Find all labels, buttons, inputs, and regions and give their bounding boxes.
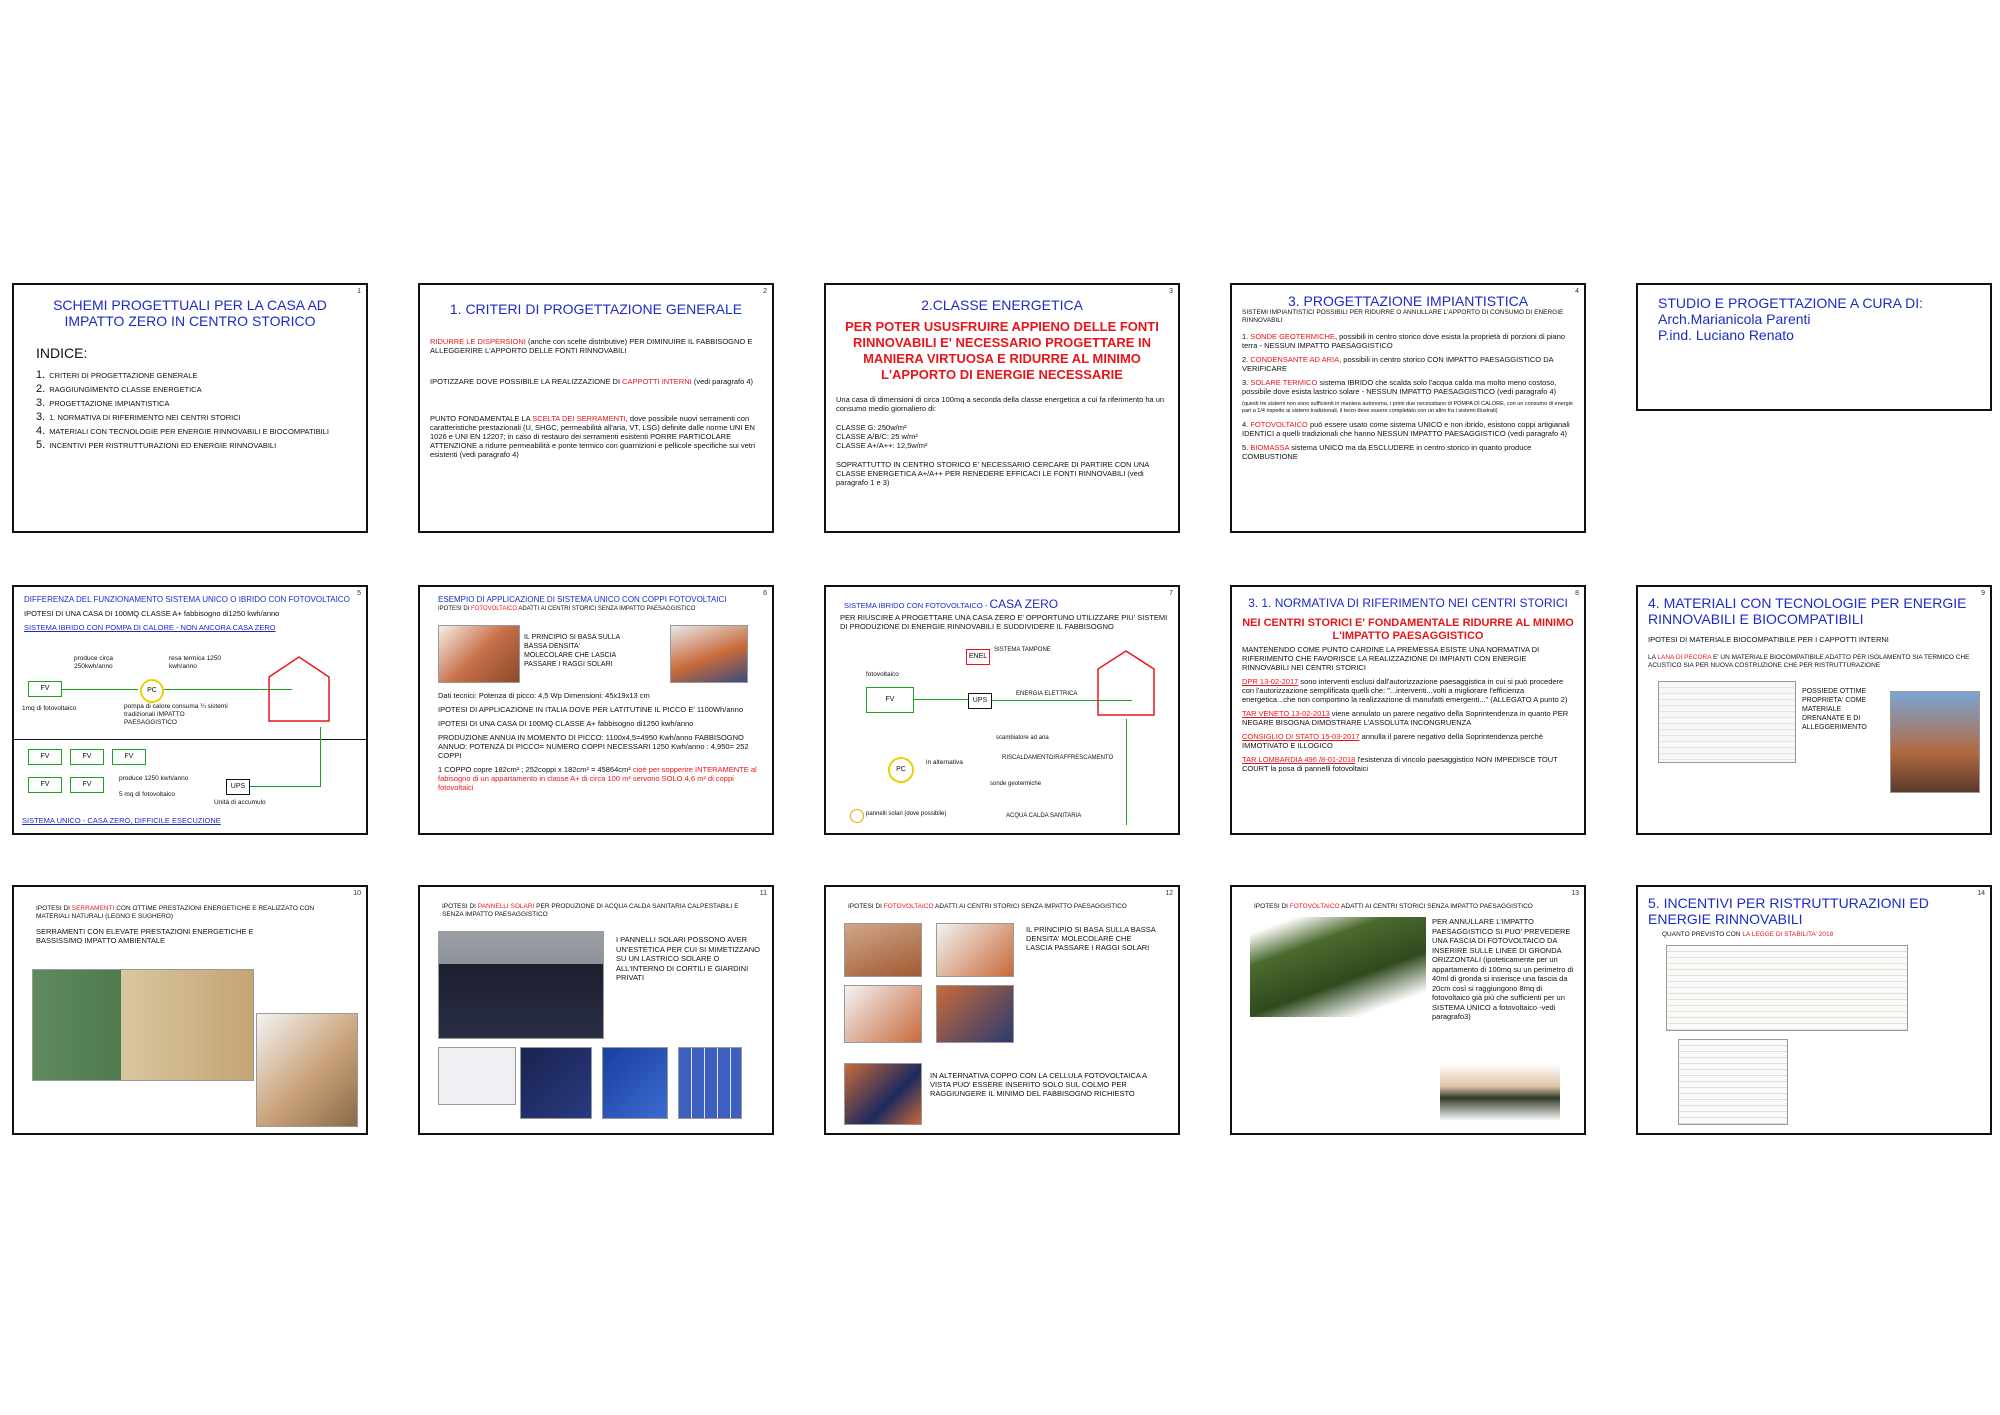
slide-8[interactable]	[1230, 585, 1586, 835]
pv-tile-photo	[936, 985, 1014, 1043]
mq5-label: 5 mq di fotovoltaico	[119, 791, 176, 798]
fotovoltaico-label: fotovoltaico	[866, 671, 899, 678]
index-item: 5. INCENTIVI PER RISTRUTTURAZIONI ED ENERGIE RINNOVABILI	[36, 439, 277, 451]
paragraph: LA LANA DI PECORA E' UN MATERIALE BIOCOMPATIBILE ADATTO PER ISOLAMENTO SIA TERMICO CHE ACUSTICO SIA PER NUOVA COSTRUZIONE CHE PER RISTRUTTURAZIONE	[1648, 654, 1970, 669]
index-heading: INDICE:	[36, 345, 88, 361]
roof-photo	[670, 625, 748, 683]
paragraph: RIDURRE LE DISPERSIONI (anche con scelte distributive) PER DIMINUIRE IL FABBISOGNO E ALLEGGERIRE L'APPORTO DELLE FONTI RINNOVABILI	[430, 337, 753, 355]
slide-number: 14	[1977, 890, 1985, 897]
alternativa-label: in alternativa	[926, 759, 963, 766]
fv-box: FV	[70, 777, 104, 793]
fv-box: FV	[112, 749, 146, 765]
datasheet-image	[1658, 681, 1796, 763]
panel-dark-photo	[520, 1047, 592, 1119]
slide-11[interactable]	[418, 885, 774, 1135]
rolled-pv-photo	[1440, 1063, 1560, 1121]
hybrid-heading: SISTEMA IBRIDO CON POMPA DI CALORE - NON ANCORA CASA ZERO	[24, 623, 276, 632]
slide-title: ESEMPIO DI APPLICAZIONE DI SISTEMA UNICO CON COPPI FOTOVOLTAICI	[438, 595, 727, 604]
slide-title: 3. 1. NORMATIVA DI RIFERIMENTO NEI CENTRI STORICI	[1248, 596, 1568, 610]
slide-title: 2.CLASSE ENERGETICA	[921, 297, 1083, 313]
credits-author-2: P.ind. Luciano Renato	[1658, 327, 1794, 343]
index-item: 1. CRITERI DI PROGETTAZIONE GENERALE	[36, 369, 198, 381]
slide-12[interactable]	[824, 885, 1180, 1135]
fv-box: FV	[28, 749, 62, 765]
subtitle: IPOTESI DI PANNELLI SOLARI PER PRODUZIONE DI ACQUA CALDA SANITARIA CALPESTABILI E SENZA IMPATTO PAESAGGISTICO	[442, 903, 739, 918]
slide-number: 2	[763, 288, 767, 295]
strip-text: PER ANNULLARE L'IMPATTO PAESAGGISTICO SI PUO' PREVEDERE UNA FASCIA DI FOTOVOLTAICO DA INSERIRE SULLE LINEE DI GRONDA ORIZZONTALI (ipoteticamente per un appartamento di 100mq su un perimetro di 40ml di gronda si inserisce una fascia da 20cm così si raggiungono 8mq di fotovoltaico già più che sufficienti per un SISTEMA UNICO a fotovoltaico -vedi paragrafo3)	[1432, 917, 1574, 1021]
principle-text: IL PRINCIPIO SI BASA SULLA BASSA DENSITA' MOLECOLARE CHE LASCIA PASSARE I RAGGI SOLARI	[1026, 925, 1156, 952]
paragraph: PUNTO FONDAMENTALE LA SCELTA DEI SERRAMENTI, dove possibile nuovi serramenti con caratteristiche prestazionali (U, SHGC, permeabilità all'aria, VT, LSG) definite dalle norme UNI EN 1026 e UNI EN 12207; in caso di restauro dei serramenti esistenti PORRE PARTICOLARE ATTENZIONE a ridurre permeabilità e ponte termico con guarnizioni e pellicole specifiche sui vetri esistenti (vedi paragrafo 4)	[430, 414, 756, 459]
ruling: DPR 13-02-2017 sono interventi esclusi dall'autorizzazione paesaggistica in cui si può procedere con l'autorizzazione semplificata quelli che: "...interventi...volti a migliorare l'efficienza energetica...che non comportino la realizzazione di manufatti emergenti..." (ALLEGATO A punto 2)	[1242, 677, 1568, 704]
slide-6[interactable]	[418, 585, 774, 835]
slide-title: 1. CRITERI DI PROGETTAZIONE GENERALE	[449, 301, 743, 317]
slide-4[interactable]	[1230, 283, 1586, 533]
pannelli-label: pannelli solari (dove possibile)	[866, 811, 947, 817]
headline: PER POTER USUSFRUIRE APPIENO DELLE FONTI RINNOVABILI E' NECESSARIO PROGETTARE IN MANIERA VIRTUOSA E RIDURRE AL MINIMO L'APPORTO DI ENERGIE NECESSARIE	[845, 319, 1159, 382]
ruling: TAR LOMBARDIA 496 /8-01-2018 l'esistenza di vincolo paesaggistico NON IMPEDISCE TOUT COURT la posa di pannelli fotovoltaici	[1242, 755, 1558, 773]
slide-number: 4	[1575, 288, 1579, 295]
paragraph: 1 COPPO copre 182cm² ; 252coppi x 182cm² = 45864cm² cioè per sopperire INTERAMENTE al fabisogno di un appartamento in classe A+ di circa 100 m² servono SOLO 4,6 m² di coppi fotovoltaici	[438, 765, 757, 792]
subtitle: IPOTESI DI FOTOVOLTAICO ADATTI AI CENTRI STORICI SENZA IMPATTO PAESAGGISTICO	[438, 606, 696, 612]
note: (questi tre sistemi non sono sufficienti in maniera autonoma, i primi due necessitano di POMPA DI CALORE, con un consumo di energie pari a 1/4 rispetto ai sistemi tradizionali, il terzo deve essere completato con un altro fra i sistemi illustrati)	[1242, 401, 1573, 414]
slide-number: 1	[357, 288, 361, 295]
slide-title: 4. MATERIALI CON TECNOLOGIE PER ENERGIE RINNOVABILI E BIOCOMPATIBILI	[1648, 595, 1967, 627]
ruling: TAR VENETO 13-02-2013 viene annulato un parere negativo della Soprintendenza in quanto PER NEGARE BISOGNA DIMOSTRARE L'ASSOLUTA INCONGRUENZA	[1242, 709, 1569, 727]
sun-icon	[850, 809, 864, 823]
produce2-label: produce 1250 kwh/anno	[119, 775, 189, 782]
slide-number: 13	[1571, 890, 1579, 897]
index-item: 3. PROGETTAZIONE IMPIANTISTICA	[36, 397, 170, 409]
possiede-text: POSSIEDE OTTIME PROPRIETA' COME MATERIALE DRENANATE E DI ALLEGGERIMENTO	[1802, 688, 1867, 731]
slide-title: SCHEMI PROGETTUALI PER LA CASA AD IMPATTO ZERO IN CENTRO STORICO	[53, 297, 327, 329]
ups-box: UPS	[968, 693, 992, 709]
hypothesis: IPOTESI DI UNA CASA DI 100MQ CLASSE A+ fabbisogno di1250 kwh/anno	[24, 609, 280, 618]
hypothesis: IPOTESI DI MATERIALE BIOCOMPATIBILE PER I CAPPOTTI INTERNI	[1648, 635, 1889, 644]
slide-14[interactable]	[1636, 885, 1992, 1135]
pv-cell-tile-photo	[844, 1063, 922, 1125]
paragraph: PER RIUSCIRE A PROGETTARE UNA CASA ZERO E' OPPORTUNO UTILIZZARE PIU' SISTEMI DI PRODUZIONE DI ENERGIE RINNOVABILI E SUDDIVIDERE IL FABBISOGNO	[840, 613, 1168, 631]
slide-10[interactable]	[12, 885, 368, 1135]
tile-photo	[936, 923, 1014, 977]
house-icon	[1094, 647, 1158, 719]
slide-5[interactable]	[12, 585, 368, 835]
panels-text: I PANNELLI SOLARI POSSONO AVER UN'ESTETICA PER CUI SI MIMETIZZANO SU UN LASTRICO SOLARE O ALL'INTERNO DI CORTILI E GIARDINI PRIVATI	[616, 935, 760, 982]
index-item: 3. 1. NORMATIVA DI RIFERIMENTO NEI CENTRI STORICI	[36, 411, 241, 423]
panel-diagram	[438, 1047, 516, 1105]
subtitle: IPOTESI DI FOTOVOLTAICO ADATTI AI CENTRI STORICI SENZA IMPATTO PAESAGGISTICO	[848, 903, 1127, 910]
slide-number: 12	[1165, 890, 1173, 897]
panel-blue-photo	[602, 1047, 668, 1119]
slide-1[interactable]	[12, 283, 368, 533]
paragraph: IPOTESI DI UNA CASA DI 100MQ CLASSE A+ fabbisogno di1250 kwh/anno	[438, 719, 694, 728]
slide-13[interactable]	[1230, 885, 1586, 1135]
tech-data: Dati tecnici: Potenza di picco: 4,5 Wp Dimensioni: 45x19x13 cm	[438, 691, 650, 700]
item: 1. SONDE GEOTERMICHE, possibili in centro storico dove esista la proprietà di porzioni di piano terra - NESSUN IMPATTO PAESAGGISTICO	[1242, 332, 1566, 350]
paragraph: PRODUZIONE ANNUA IN MOMENTO DI PICCO: 1100x4,5=4950 Kwh/anno FABBISOGNO ANNUO: POTENZA DI PICCO= NUMERO COPPI NECESSARI 1250 Kwh/anno : 4,950= 252 COPPI	[438, 733, 749, 760]
panel-grid-photo	[678, 1047, 742, 1119]
flexible-pv-photo	[1250, 917, 1426, 1017]
index-item: 2. RAGGIUNGIMENTO CLASSE ENERGETICA	[36, 383, 202, 395]
slide-number: 3	[1169, 288, 1173, 295]
acqua-label: ACQUA CALDA SANITARIA	[1006, 813, 1082, 819]
roof-tiles-photo	[844, 923, 922, 977]
house-icon	[264, 653, 334, 725]
pc-node: PC	[140, 679, 164, 703]
riscald-label: RISCALDAMENTO/RAFFRESCAMENTO	[1002, 755, 1114, 761]
fv-box: FV	[28, 777, 62, 793]
slide-2[interactable]	[418, 283, 774, 533]
pv-tile-photo	[438, 625, 520, 683]
slide-number: 11	[759, 890, 767, 897]
rooftop-panels-photo	[438, 931, 604, 1039]
scambiatore-label: scambiatore ad aria	[996, 735, 1049, 741]
slide-title: 5. INCENTIVI PER RISTRUTTURAZIONI ED ENERGIE RINNOVABILI	[1648, 895, 1929, 927]
credits-heading: STUDIO E PROGETTAZIONE A CURA DI:	[1658, 295, 1924, 311]
fv-box: FV	[866, 687, 914, 713]
slide-title: DIFFERENZA DEL FUNZIONAMENTO SISTEMA UNICO O IBRIDO CON FOTOVOLTAICO	[24, 595, 350, 604]
paragraph: Una casa di dimensioni di circa 100mq a seconda della classe energetica a cui fa riferimento ha un consumo medio giornaliero di:	[836, 395, 1165, 413]
slide-7[interactable]	[824, 585, 1180, 835]
worker-photo	[1890, 691, 1980, 793]
paragraph: IPOTESI DI APPLICAZIONE IN ITALIA DOVE PER LATITUTINE IL PICCO E' 1100Wh/anno	[438, 705, 743, 714]
pc-node: PC	[888, 757, 914, 783]
slide-title: 3. PROGETTAZIONE IMPIANTISTICA	[1287, 293, 1529, 309]
mq1-label: 1mq di fotovoltaico	[22, 705, 77, 712]
class-aplus: CLASSE A+/A++: 12,5w/m²	[836, 441, 928, 450]
window-frame-photo	[256, 1013, 358, 1127]
subtitle: IPOTESI DI SERRAMENTI CON OTTIME PRESTAZIONI ENERGETICHE E REALIZZATO CON MATERIALI NATURALI (LEGNO E SUGHERO)	[36, 905, 315, 920]
paragraph: SERRAMENTI CON ELEVATE PRESTAZIONI ENERGETICHE E BASSISSIMO IMPATTO AMBIENTALE	[36, 927, 254, 945]
ups-box: UPS	[226, 779, 250, 795]
slide-9[interactable]	[1636, 585, 1992, 835]
subtitle: IPOTESI DI FOTOVOLTAICO ADATTI AI CENTRI STORICI SENZA IMPATTO PAESAGGISTICO	[1254, 903, 1533, 910]
unique-heading: SISTEMA UNICO - CASA ZERO, DIFFICILE ESECUZIONE	[22, 816, 221, 825]
slide-number: 7	[1169, 590, 1173, 597]
tile-photo	[844, 985, 922, 1043]
item: 5. BIOMASSA sistema UNICO ma da ESCLUDERE in centro storico in quanto produce COMBUSTIONE	[1242, 443, 1532, 461]
incentives-text-image	[1666, 945, 1908, 1031]
item: 2. CONDENSANTE AD ARIA, possibili in centro storico CON IMPATTO PAESAGGISTICO DA VERIFICARE	[1242, 355, 1554, 373]
slide-credits[interactable]	[1636, 283, 1992, 411]
paragraph: SOPRATTUTTO IN CENTRO STORICO E' NECESSARIO CERCARE DI PARTIRE CON UNA CLASSE ENERGETICA A+/A++ PER RENEDERE EFFICACI LE FONTI RINNOVABILI (vedi paragrafo 1 e 3)	[836, 460, 1149, 487]
resa-label: resa termica 1250 kwh/anno	[169, 655, 222, 670]
slide-3[interactable]	[824, 283, 1180, 533]
slide-number: 10	[353, 890, 361, 897]
index-item: 4. MATERIALI CON TECNOLOGIE PER ENERGIE RINNOVABILI E BIOCOMPATIBILI	[36, 425, 329, 437]
slide-number: 8	[1575, 590, 1579, 597]
principle-text: IL PRINCIPIO SI BASA SULLA BASSA DENSITA' MOLECOLARE CHE LASCIA PASSARE I RAGGI SOLARI	[524, 634, 620, 668]
headline: NEI CENTRI STORICI E' FONDAMENTALE RIDURRE AL MINIMO L'IMPATTO PAESAGGISTICO	[1242, 617, 1574, 642]
item: 3. SOLARE TERMICO sistema IBRIDO che scalda solo l'acqua calda ma molto meno costoso, possibile dove esista lastrico solare - NESSUN IMPATTO PAESAGGISTICO (vedi paragrafo 4)	[1242, 378, 1557, 396]
slide-number: 5	[357, 590, 361, 597]
class-abc: CLASSE A/B/C: 25 w/m²	[836, 432, 918, 441]
intro: SISTEMI IMPIANTISTICI POSSIBILI PER RIDURRE O ANNULLARE L'APPORTO DI CONSUMO DI ENERGIE RINNOVABILI	[1242, 309, 1564, 324]
produce-label: produce circa 250kwh/anno	[74, 655, 114, 670]
accumulo-label: Unità di accumulo	[214, 799, 266, 806]
incentives-note-image	[1678, 1039, 1788, 1125]
paragraph: MANTENENDO COME PUNTO CARDINE LA PREMESSA ESISTE UNA NORMATIVA DI RIFERIMENTO CHE FAVORISCE LA REALIZZAZIONE DI IMPIANTI CON ENERGIE RINNOVABILI NEI CENTRI STORICI	[1242, 645, 1540, 672]
slide-number: 6	[763, 590, 767, 597]
ruling: CONSIGLIO DI STATO 15-03-2017 annulla il parere negativo della Soprintendenza perchè IMMOTIVATO E ILLOGICO	[1242, 732, 1544, 750]
fv-box: FV	[28, 681, 62, 697]
window-profile-image	[32, 969, 254, 1081]
elettrica-label: ENERGIA ELETTRICA	[1016, 691, 1078, 697]
subtitle: QUANTO PREVISTO CON LA LEGGE DI STABILITA' 2018	[1662, 931, 1834, 938]
fv-box: FV	[70, 749, 104, 765]
slide-title: SISTEMA IBRIDO CON FOTOVOLTAICO - CASA ZERO	[844, 597, 1059, 611]
sonde-label: sonde geotermiche	[990, 781, 1042, 787]
class-g: CLASSE G: 250w/m²	[836, 423, 907, 432]
slide-number: 9	[1981, 590, 1985, 597]
enel-box: ENEL	[966, 649, 990, 665]
item: 4. FOTOVOLTAICO può essere usato come sistema UNICO e non ibrido, esistono coppi artigianali IDENTICI a quelli tradizionali che hanno NESSUN IMPATTO PAESAGGISTICO (vedi paragrafo 4)	[1242, 420, 1570, 438]
credits-author-1: Arch.Marianicola Parenti	[1658, 311, 1811, 327]
paragraph: IPOTIZZARE DOVE POSSIBILE LA REALIZZAZIONE DI CAPPOTTI INTERNI (vedi paragrafo 4)	[430, 377, 754, 386]
tampone-label: SISTEMA TAMPONE	[994, 647, 1051, 653]
pompa-label: pompa di calore consuma ¼ sistemi tradizionali IMPATTO PAESAGGISTICO	[124, 703, 228, 726]
alternative-text: IN ALTERNATIVA COPPO CON LA CELLULA FOTOVOLTAICA A VISTA PUO' ESSERE INSERITO SOLO SUL COLMO PER RAGGIUNGERE IL MINIMO DEL FABBISOGNO RICHIESTO	[930, 1071, 1147, 1098]
